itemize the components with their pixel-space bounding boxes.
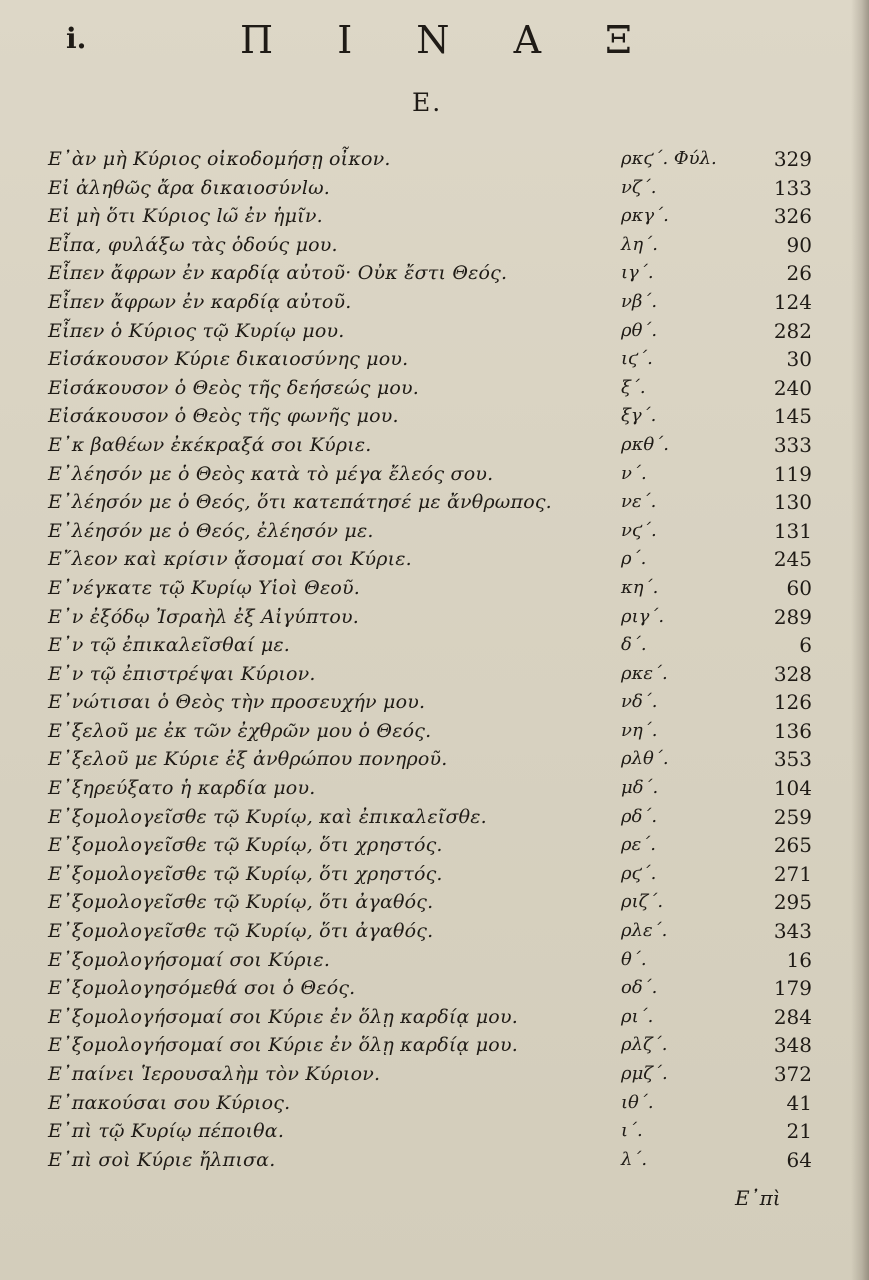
page-header [66, 18, 658, 70]
running-head-title: Π Ι Ν Α Ξ [240, 18, 658, 62]
entry-page-number: 130 [773, 490, 812, 515]
entry-page-number: 326 [773, 204, 812, 229]
entry-incipit: Ε᾿πακούσαι σου Κύριος. [48, 1091, 291, 1114]
entry-psalm-number: δ΄. [621, 634, 647, 656]
entry-incipit: Εἶπεν ὁ Κύριος τῷ Κυρίῳ μου. [48, 319, 345, 342]
entry-incipit: Ε᾿ξομολογήσομαί σοι Κύριε. [48, 948, 331, 971]
entry-incipit: Ε᾿ν τῷ ἐπικαλεῖσθαί με. [48, 634, 291, 657]
index-entries [48, 145, 828, 1174]
entry-incipit: Ε᾿ὰν μὴ Κύριος οἰκοδομήσῃ οἶκον. [48, 148, 391, 170]
index-entry [48, 831, 828, 860]
entry-incipit: Ε᾿ν τῷ ἐπιστρέψαι Κύριον. [48, 662, 316, 685]
entry-page-number: 133 [773, 175, 812, 200]
index-entry [48, 374, 828, 403]
index-entry [48, 288, 828, 317]
entry-incipit: Εἶπεν ἄφρων ἐν καρδίᾳ αὐτοῦ· Οὐκ ἔστι Θεός. [48, 262, 508, 285]
entry-page-number: 328 [773, 661, 812, 686]
entry-page-number: 6 [799, 633, 812, 658]
index-entry [48, 1031, 828, 1060]
index-entry [48, 631, 828, 660]
entry-psalm-number: ρϛ΄. [621, 862, 657, 884]
entry-psalm-number: λη΄. [621, 233, 658, 255]
index-entry [48, 545, 828, 574]
entry-psalm-number: ρκγ΄. [621, 205, 669, 227]
entry-incipit: Εἶπα, φυλάξω τὰς ὁδούς μου. [48, 233, 338, 256]
entry-incipit: Ε᾿ξομολογησόμεθά σοι ὁ Θεός. [48, 977, 356, 1000]
entry-page-number: 26 [786, 261, 812, 286]
entry-page-number: 179 [773, 976, 812, 1001]
entry-page-number: 119 [773, 461, 812, 486]
index-entry [48, 345, 828, 374]
entry-incipit: Εἰ μὴ ὅτι Κύριος lω̃ ἐν ἡμῖν. [48, 205, 323, 228]
entry-page-number: 145 [773, 404, 812, 429]
entry-incipit: Ε᾿ξελοῦ με Κύριε ἐξ ἀνθρώπου πονηροῦ. [48, 748, 448, 771]
entry-psalm-number: ιϛ΄. [621, 348, 653, 370]
entry-incipit: Εἰ ἀληθῶς ἄρα δικαιοσύνlω. [48, 176, 331, 199]
index-entry [48, 603, 828, 632]
index-entry [48, 174, 828, 203]
index-entry [48, 317, 828, 346]
entry-incipit: Εἰσάκουσον Κύριε δικαιοσύνης μου. [48, 348, 409, 371]
index-entry [48, 1089, 828, 1118]
entry-psalm-number: ι΄. [621, 1120, 643, 1142]
entry-psalm-number: ρι΄. [621, 1005, 654, 1027]
index-entry [48, 888, 828, 917]
index-entry [48, 774, 828, 803]
entry-psalm-number: ρε΄. [621, 834, 656, 856]
entry-incipit: Ε᾿κ βαθέων ἐκέκραξά σοι Κύριε. [48, 433, 372, 456]
entry-psalm-number: ρ΄. [621, 548, 647, 570]
entry-psalm-number: μδ΄. [621, 777, 659, 799]
entry-psalm-number: θ΄. [621, 948, 647, 970]
entry-page-number: 131 [773, 518, 812, 543]
entry-psalm-number: ρλε΄. [621, 920, 668, 942]
entry-psalm-number: οδ΄. [621, 977, 658, 999]
entry-page-number: 348 [773, 1033, 812, 1058]
entry-page-number: 343 [773, 919, 812, 944]
index-entry [48, 574, 828, 603]
entry-psalm-number: λ΄. [621, 1148, 648, 1170]
entry-page-number: 333 [773, 432, 812, 457]
entry-page-number: 372 [773, 1062, 812, 1086]
entry-psalm-number: νϛ΄. [621, 519, 657, 541]
index-entry [48, 488, 828, 517]
entry-page-number: 245 [773, 547, 812, 572]
entry-page-number: 41 [786, 1090, 812, 1115]
index-entry [48, 460, 828, 489]
index-entry [48, 660, 828, 689]
entry-page-number: 259 [773, 804, 812, 829]
entry-page-number: 64 [786, 1147, 812, 1172]
entry-incipit: Ε᾿νώτισαι ὁ Θεὸς τὴν προσευχήν μου. [48, 691, 426, 714]
entry-page-number: 136 [773, 718, 812, 743]
entry-page-number: 21 [786, 1119, 812, 1144]
entry-incipit: Ε᾿λέησόν με ὁ Θεός, ὅτι κατεπάτησέ με ἄνθρωπος. [48, 491, 552, 514]
entry-incipit: Ε᾿λέησόν με ὁ Θεός, ἐλέησόν με. [48, 519, 374, 542]
entry-psalm-number: ρλζ΄. [621, 1034, 668, 1056]
entry-psalm-number: ριγ΄. [621, 605, 665, 627]
entry-incipit: Ε᾿λέησόν με ὁ Θεὸς κατὰ τὸ μέγα ἔλεός σου. [48, 462, 494, 485]
page-edge-shadow [851, 0, 869, 1280]
entry-page-number: 126 [773, 690, 812, 715]
entry-incipit: Ε᾿ξομολογεῖσθε τῷ Κυρίῳ, καὶ ἐπικαλεῖσθε. [48, 805, 487, 828]
entry-incipit: Ε῎λεον καὶ κρίσιν ᾄσομαί σοι Κύριε. [48, 548, 412, 571]
entry-psalm-number: κη΄. [621, 576, 659, 598]
entry-page-number: 104 [773, 776, 812, 801]
entry-psalm-number: ξ΄. [621, 376, 646, 398]
entry-page-number: 271 [773, 861, 812, 886]
entry-page-number: 295 [773, 890, 812, 915]
entry-page-number: 90 [786, 232, 812, 257]
entry-psalm-number: ιθ΄. [621, 1091, 654, 1113]
entry-incipit: Ε᾿ξηρεύξατο ἡ καρδία μου. [48, 777, 316, 800]
page-number: i. [66, 22, 87, 55]
index-entry [48, 259, 828, 288]
entry-page-number: 329 [773, 147, 812, 171]
entry-incipit: Ε᾿ξομολογεῖσθε τῷ Κυρίῳ, ὅτι χρηστός. [48, 862, 443, 885]
entry-psalm-number: νη΄. [621, 719, 658, 741]
entry-incipit: Εἰσάκουσον ὁ Θεὸς τῆς φωνῆς μου. [48, 405, 399, 428]
entry-psalm-number: ρδ΄. [621, 805, 658, 827]
entry-incipit: Ε᾿πὶ σοὶ Κύριε ἤλπισα. [48, 1148, 276, 1171]
entry-incipit: Ε᾿ξομολογεῖσθε τῷ Κυρίῳ, ὅτι ἀγαθός. [48, 891, 434, 914]
entry-page-number: 240 [773, 375, 812, 400]
entry-psalm-number: ρκθ΄. [621, 433, 669, 455]
index-entry [48, 860, 828, 889]
entry-page-number: 282 [773, 318, 812, 343]
index-entry [48, 1003, 828, 1032]
index-entry [48, 145, 828, 174]
entry-page-number: 265 [773, 833, 812, 858]
index-entry [48, 1060, 828, 1089]
index-entry [48, 803, 828, 832]
index-entry [48, 1117, 828, 1146]
entry-page-number: 289 [773, 604, 812, 629]
index-entry [48, 917, 828, 946]
entry-psalm-number: ρλθ΄. [621, 748, 669, 770]
index-entry [48, 1146, 828, 1175]
index-entry [48, 946, 828, 975]
entry-psalm-number: ρκϛ΄. Φύλ. [621, 148, 717, 169]
index-entry [48, 231, 828, 260]
entry-incipit: Ε᾿ξομολογεῖσθε τῷ Κυρίῳ, ὅτι ἀγαθός. [48, 920, 434, 943]
entry-incipit: Εἰσάκουσον ὁ Θεὸς τῆς δεήσεώς μου. [48, 376, 420, 399]
entry-incipit: Ε᾿ξομολογήσομαί σοι Κύριε ἐν ὅλῃ καρδίᾳ μου. [48, 1034, 518, 1057]
entry-psalm-number: ιγ΄. [621, 262, 654, 284]
entry-incipit: Ε᾿νέγκατε τῷ Κυρίῳ Υἱοὶ Θεοῦ. [48, 576, 360, 599]
entry-psalm-number: ριζ΄. [621, 891, 664, 913]
index-entry [48, 402, 828, 431]
entry-page-number: 284 [773, 1004, 812, 1029]
entry-psalm-number: νε΄. [621, 491, 657, 513]
entry-incipit: Ε᾿πὶ τῷ Κυρίῳ πέποιθα. [48, 1120, 285, 1143]
entry-psalm-number: ρκε΄. [621, 662, 668, 684]
entry-psalm-number: ρθ΄. [621, 319, 658, 341]
entry-page-number: 60 [786, 575, 812, 600]
entry-psalm-number: ν΄. [621, 462, 647, 484]
entry-psalm-number: ξγ΄. [621, 405, 657, 427]
entry-page-number: 124 [773, 289, 812, 314]
index-entry [48, 688, 828, 717]
index-entry [48, 745, 828, 774]
index-entry [48, 517, 828, 546]
entry-psalm-number: ρμζ΄. [621, 1063, 668, 1084]
entry-incipit: Ε᾿ν ἐξόδῳ Ἰσραὴλ ἐξ Αἰγύπτου. [48, 605, 359, 628]
entry-page-number: 353 [773, 747, 812, 772]
index-entry [48, 974, 828, 1003]
index-entry [48, 717, 828, 746]
entry-psalm-number: νδ΄. [621, 691, 658, 713]
entry-incipit: Ε᾿ξελοῦ με ἐκ τῶν ἐχθρῶν μου ὁ Θεός. [48, 719, 432, 742]
index-entry [48, 202, 828, 231]
entry-incipit: Ε᾿ξομολογεῖσθε τῷ Κυρίῳ, ὅτι χρηστός. [48, 834, 443, 857]
entry-page-number: 30 [786, 347, 812, 372]
entry-incipit: Ε᾿παίνει Ἱερουσαλὴμ τὸν Κύριον. [48, 1063, 381, 1085]
entry-incipit: Ε᾿ξομολογήσομαί σοι Κύριε ἐν ὅλῃ καρδίᾳ μου. [48, 1005, 518, 1028]
entry-psalm-number: νζ΄. [621, 176, 657, 198]
section-letter: Ε. [412, 88, 443, 117]
entry-psalm-number: νβ΄. [621, 290, 658, 312]
catchword: Ε᾿πὶ [735, 1186, 781, 1210]
index-entry [48, 431, 828, 460]
entry-page-number: 16 [786, 947, 812, 972]
entry-incipit: Εἶπεν ἄφρων ἐν καρδίᾳ αὐτοῦ. [48, 290, 352, 313]
